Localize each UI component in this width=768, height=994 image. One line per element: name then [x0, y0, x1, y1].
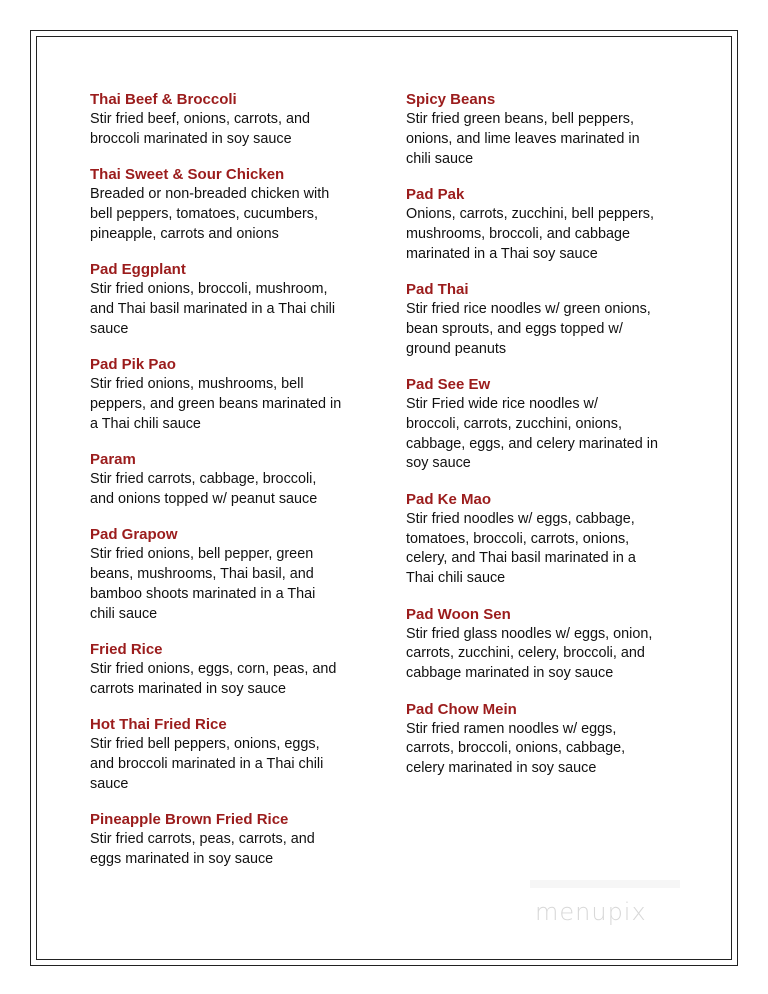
menu-item-title: Spicy Beans — [406, 91, 496, 108]
menu-item — [406, 90, 706, 169]
menu-item-description: ground peanuts — [406, 340, 507, 357]
menu-item-title: Pad Grapow — [90, 526, 178, 544]
menu-item — [90, 810, 390, 870]
menu-item-description: sauce — [90, 775, 129, 792]
menu-item — [90, 260, 390, 339]
menu-item-description: broccoli marinated in soy sauce — [90, 130, 292, 147]
menu-item-description: carrots marinated in soy sauce — [90, 680, 286, 697]
menu-item-description: and broccoli marinated in a Thai chili — [90, 756, 324, 773]
menu-item-title: Pad Pik Pao — [90, 356, 176, 374]
menu-item-description: Stir fried rice noodles w/ green onions, — [406, 300, 651, 317]
menu-item-description: Stir fried onions, bell pepper, green — [90, 546, 314, 563]
menu-item — [406, 375, 706, 474]
menu-item-description: Stir fried glass noodles w/ eggs, onion, — [406, 625, 653, 642]
menu-item-description: bamboo shoots marinated in a Thai — [90, 585, 316, 602]
menu-item-description: Stir Fried wide rice noodles w/ — [406, 395, 598, 412]
menu-item-title: Pad Ke Mao — [406, 490, 492, 508]
menu-item-title: Pad Eggplant — [90, 261, 186, 279]
menu-item-description: Stir fried onions, mushrooms, bell — [90, 376, 304, 393]
menu-item — [90, 165, 390, 244]
menu-item-description: celery, and Thai basil marinated in a — [406, 550, 636, 567]
menu-item-description: bean sprouts, and eggs topped w/ — [406, 320, 623, 337]
menu-item-title: Param — [90, 451, 136, 469]
menu-item-description: sauce — [90, 320, 129, 337]
menu-item — [90, 715, 390, 794]
menu-item-description: Onions, carrots, zucchini, bell peppers, — [406, 205, 654, 222]
menu-item-description: carrots, zucchini, celery, broccoli, and — [406, 645, 645, 662]
menu-column-left — [90, 90, 390, 885]
menu-item — [406, 280, 706, 359]
menu-item-description: Breaded or non-breaded chicken with — [90, 186, 330, 203]
menu-item-description: Stir fried noodles w/ eggs, cabbage, — [406, 510, 635, 527]
menu-item-description: Stir fried carrots, cabbage, broccoli, — [90, 471, 317, 488]
menu-item-description: carrots, broccoli, onions, cabbage, — [406, 740, 626, 757]
menu-item — [406, 700, 706, 779]
menu-item-description: a Thai chili sauce — [90, 415, 201, 432]
menu-item-description: Stir fried onions, broccoli, mushroom, — [90, 281, 328, 298]
menu-item-description: celery marinated in soy sauce — [406, 760, 597, 777]
menu-item-description: beans, mushrooms, Thai basil, and — [90, 566, 314, 583]
menu-item-description: mushrooms, broccoli, and cabbage — [406, 225, 630, 242]
menu-item — [406, 490, 706, 589]
menu-item-title: Pineapple Brown Fried Rice — [90, 811, 289, 829]
menu-item-description: and Thai basil marinated in a Thai chili — [90, 300, 336, 317]
menu-item-title: Thai Beef & Broccoli — [90, 91, 237, 108]
menu-item-description: tomatoes, broccoli, carrots, onions, — [406, 530, 630, 547]
menu-item — [90, 525, 390, 624]
menu-item — [406, 605, 706, 684]
menu-item-description: eggs marinated in soy sauce — [90, 851, 274, 868]
menu-item — [406, 185, 706, 264]
menu-item-title: Thai Sweet & Sour Chicken — [90, 166, 285, 184]
menu-item-description: cabbage marinated in soy sauce — [406, 665, 614, 682]
menu-item-description: bell peppers, tomatoes, cucumbers, — [90, 205, 318, 222]
menu-item — [90, 355, 390, 434]
menu-item-title: Fried Rice — [90, 641, 163, 659]
menu-item-description: broccoli, carrots, zucchini, onions, — [406, 415, 622, 432]
menu-item-description: Stir fried green beans, bell peppers, — [406, 111, 634, 127]
menu-item-description: pineapple, carrots and onions — [90, 225, 279, 242]
menu-item-title: Pad Pak — [406, 185, 465, 203]
menu-item-description: cabbage, eggs, and celery marinated in — [406, 435, 658, 452]
menu-item-description: onions, and lime leaves marinated in — [406, 130, 640, 147]
menu-item — [90, 640, 390, 700]
menu-item-description: and onions topped w/ peanut sauce — [90, 490, 318, 507]
menu-item-description: Stir fried onions, eggs, corn, peas, and — [90, 661, 337, 678]
menu-item-title: Pad Woon Sen — [406, 605, 511, 623]
menu-item-description: chili sauce — [406, 150, 474, 167]
menu-item-title: Pad Thai — [406, 280, 469, 298]
menu-item-description: soy sauce — [406, 455, 471, 472]
menu-column-right — [406, 90, 706, 794]
watermark-tagline — [530, 880, 680, 888]
menu-item-description: Stir fried carrots, peas, carrots, and — [90, 831, 315, 848]
menu-item — [90, 450, 390, 510]
menu-item-description: Stir fried ramen noodles w/ eggs, — [406, 720, 617, 737]
menu-item-description: marinated in a Thai soy sauce — [406, 245, 598, 262]
menu-item-description: Stir fried bell peppers, onions, eggs, — [90, 736, 320, 753]
menu-item-title: Pad Chow Mein — [406, 700, 517, 718]
menu-item-description: Stir fried beef, onions, carrots, and — [90, 111, 310, 127]
menu-item-description: Thai chili sauce — [406, 570, 506, 587]
menu-item-title: Pad See Ew — [406, 375, 491, 393]
menu-item-title: Hot Thai Fried Rice — [90, 716, 227, 734]
watermark-logo: menupix — [535, 898, 647, 926]
menu-item — [90, 90, 390, 150]
menu-item-description: peppers, and green beans marinated in — [90, 395, 342, 412]
menu-item-description: chili sauce — [90, 605, 158, 622]
